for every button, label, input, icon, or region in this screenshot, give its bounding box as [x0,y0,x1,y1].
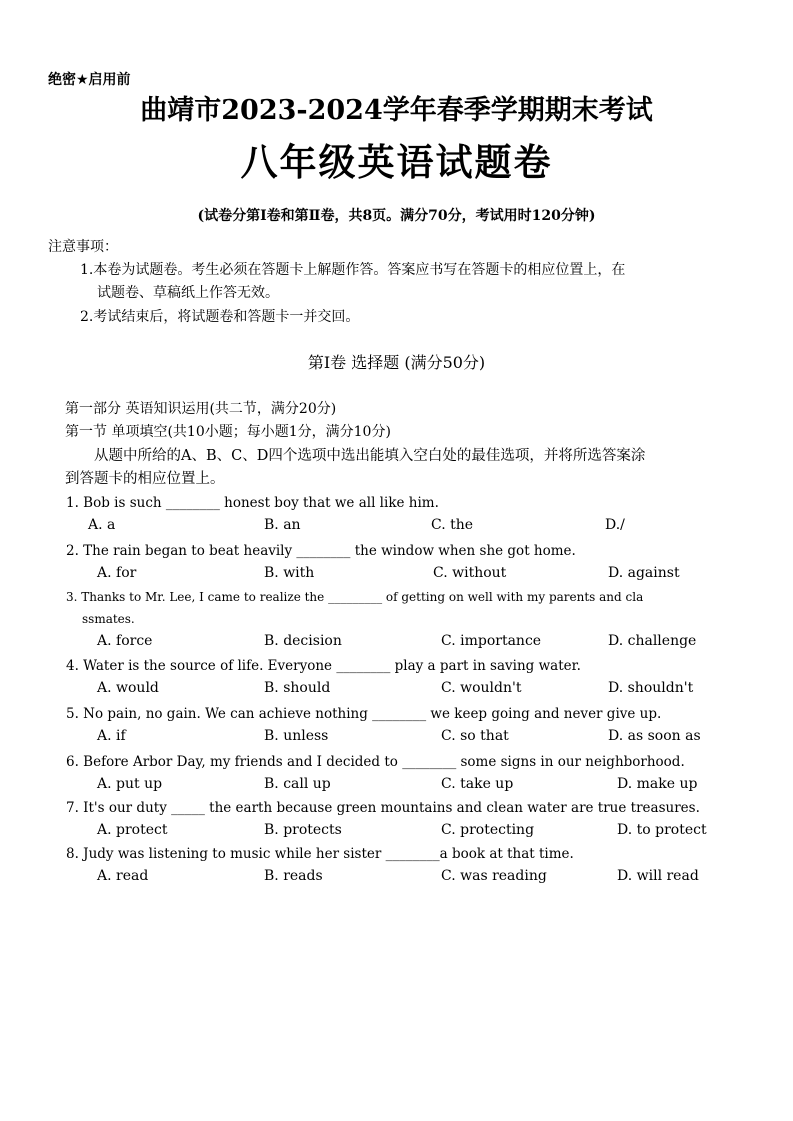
notice-heading: 注意事项： [48,239,118,255]
option-b[interactable]: B. reads [264,868,323,884]
option-b[interactable]: B. with [264,565,315,581]
option-d[interactable]: D. shouldn't [608,680,694,696]
option-c[interactable]: C. so that [441,728,509,744]
option-d[interactable]: D./ [605,517,625,533]
confidential-label: 绝密★启用前 [48,72,131,88]
question-stem: 8. Judy was listening to music while her sister ________a book at that time. [66,846,574,862]
option-a[interactable]: A. for [97,565,137,581]
question-stem: 7. It's our duty _____ the earth because green mountains and clean water are true treasures. [66,800,700,816]
question-stem: 4. Water is the source of life. Everyone ________ play a part in saving water. [66,658,581,674]
subsection-heading: 第一节 单项填空(共10小题；每小题1分，满分10分) [65,424,391,440]
option-d[interactable]: D. will read [617,868,699,884]
option-a[interactable]: A. if [97,728,126,744]
option-d[interactable]: D. as soon as [608,728,701,744]
section-heading: 第一部分 英语知识运用(共二节，满分20分) [65,401,337,417]
option-a[interactable]: A. protect [97,822,168,838]
question-stem: 5. No pain, no gain. We can achieve nothing ________ we keep going and never give up. [66,706,662,722]
option-a[interactable]: A. a [88,517,116,533]
option-d[interactable]: D. to protect [617,822,707,838]
option-c[interactable]: C. without [433,565,507,581]
option-c[interactable]: C. importance [441,633,542,649]
question-stem: 1. Bob is such ________ honest boy that we all like him. [66,495,439,511]
option-b[interactable]: B. call up [264,776,331,792]
notice-item-1: 1.本卷为试题卷。考生必须在答题卡上解题作答。答案应书写在答题卡的相应位置上，在 [80,262,626,278]
option-b[interactable]: B. should [264,680,331,696]
option-c[interactable]: C. wouldn't [441,680,522,696]
question-stem: 3. Thanks to Mr. Lee, I came to realize the _________ of getting on well with my parents and cla [66,590,644,604]
paper-title: 八年级英语试题卷 [240,140,553,184]
option-d[interactable]: D. make up [617,776,698,792]
option-a[interactable]: A. would [97,680,159,696]
option-b[interactable]: B. decision [264,633,342,649]
question-stem: 2. The rain began to beat heavily ________ the window when she got home. [66,543,576,559]
exam-title: 曲靖市2023-2024学年春季学期期末考试 [140,95,653,126]
option-b[interactable]: B. unless [264,728,329,744]
option-a[interactable]: A. read [97,868,149,884]
option-c[interactable]: C. protecting [441,822,535,838]
option-c[interactable]: C. take up [441,776,514,792]
option-a[interactable]: A. force [97,633,153,649]
part-title: 第Ⅰ卷 选择题 (满分50分) [307,353,486,372]
paper-info: (试卷分第Ⅰ卷和第Ⅱ卷，共8页。满分70分，考试用时120分钟) [197,208,596,224]
option-a[interactable]: A. put up [97,776,163,792]
question-stem: 6. Before Arbor Day, my friends and I decided to ________ some signs in our neighborhood. [66,754,685,770]
question-stem-cont: ssmates. [82,612,135,626]
option-b[interactable]: B. an [264,517,301,533]
notice-item-1-cont: 试题卷、草稿纸上作答无效。 [97,285,279,301]
instruction: 从题中所给的A、B、C、D四个选项中选出能填入空白处的最佳选项，并将所选答案涂 [94,448,646,464]
option-c[interactable]: C. the [431,517,474,533]
option-d[interactable]: D. against [608,565,680,581]
option-d[interactable]: D. challenge [608,633,697,649]
notice-item-2: 2.考试结束后，将试题卷和答题卡一并交回。 [80,309,360,325]
option-b[interactable]: B. protects [264,822,342,838]
option-c[interactable]: C. was reading [441,868,547,884]
instruction-cont: 到答题卡的相应位置上。 [65,471,225,487]
